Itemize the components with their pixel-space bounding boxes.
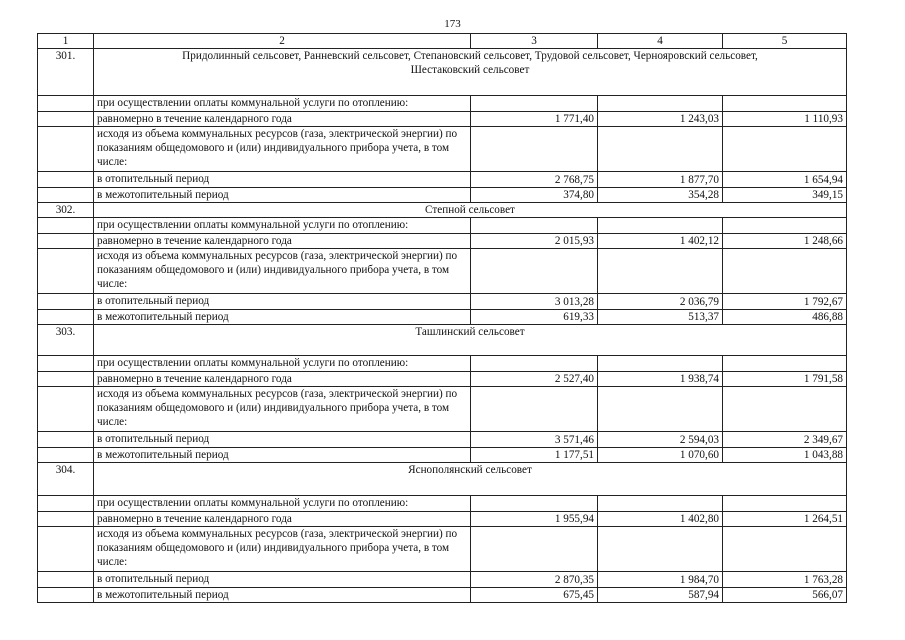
row-label: в межотопительный период — [94, 310, 471, 325]
row-number-cell — [38, 448, 94, 463]
value-cell: 349,15 — [723, 188, 847, 203]
table-row — [38, 432, 847, 448]
row-label: при осуществлении оплаты коммунальной услуги по отоплению: — [94, 496, 471, 512]
row-number-cell — [38, 527, 94, 572]
value-cell — [598, 387, 723, 432]
value-cell: 1 791,58 — [723, 372, 847, 387]
table-row — [38, 310, 847, 325]
column-header: 2 — [94, 34, 471, 49]
row-number-cell — [38, 96, 94, 112]
value-cell: 2 015,93 — [471, 234, 598, 249]
row-label: в отопительный период — [94, 294, 471, 310]
row-label: равномерно в течение календарного года — [94, 512, 471, 527]
table-row — [38, 127, 847, 172]
table-row — [38, 249, 847, 294]
section-title: Яснополянский сельсовет — [94, 463, 847, 496]
row-label: исходя из объема коммунальных ресурсов (газа, электрической энергии) по показаниям общедомового и (или) индивидуального прибора учета, в том числе: — [94, 527, 471, 572]
section-number: 301. — [38, 49, 94, 96]
value-cell: 2 768,75 — [471, 172, 598, 188]
value-cell: 1 264,51 — [723, 512, 847, 527]
row-number-cell — [38, 372, 94, 387]
value-cell — [471, 356, 598, 372]
value-cell — [598, 249, 723, 294]
value-cell — [598, 96, 723, 112]
table-row — [38, 448, 847, 463]
row-number-cell — [38, 387, 94, 432]
value-cell: 1 177,51 — [471, 448, 598, 463]
table-row — [38, 218, 847, 234]
row-number-cell — [38, 310, 94, 325]
value-cell: 2 594,03 — [598, 432, 723, 448]
value-cell: 1 938,74 — [598, 372, 723, 387]
row-label: при осуществлении оплаты коммунальной услуги по отоплению: — [94, 356, 471, 372]
row-label: в межотопительный период — [94, 188, 471, 203]
row-number-cell — [38, 496, 94, 512]
value-cell: 1 955,94 — [471, 512, 598, 527]
row-number-cell — [38, 356, 94, 372]
value-cell — [598, 127, 723, 172]
row-label: равномерно в течение календарного года — [94, 234, 471, 249]
value-cell: 587,94 — [598, 588, 723, 603]
section-title: Придолинный сельсовет, Ранневский сельсовет, Степановский сельсовет, Трудовой сельсовет, Чернояровский сельсовет, Шестаковский сельсовет — [94, 49, 847, 96]
value-cell — [471, 527, 598, 572]
table-row — [38, 387, 847, 432]
value-cell: 1 771,40 — [471, 112, 598, 127]
section-header-row — [38, 203, 847, 218]
value-cell: 675,45 — [471, 588, 598, 603]
row-label: в отопительный период — [94, 572, 471, 588]
value-cell: 1 070,60 — [598, 448, 723, 463]
table-row — [38, 588, 847, 603]
row-number-cell — [38, 112, 94, 127]
value-cell — [723, 218, 847, 234]
value-cell — [471, 218, 598, 234]
value-cell — [471, 127, 598, 172]
row-number-cell — [38, 234, 94, 249]
value-cell: 1 654,94 — [723, 172, 847, 188]
value-cell: 1 984,70 — [598, 572, 723, 588]
table-row — [38, 372, 847, 387]
section-number: 303. — [38, 325, 94, 356]
value-cell: 3 571,46 — [471, 432, 598, 448]
row-label: при осуществлении оплаты коммунальной услуги по отоплению: — [94, 96, 471, 112]
page-number: 173 — [444, 18, 461, 30]
column-header-row — [38, 34, 847, 49]
column-header: 1 — [38, 34, 94, 49]
table-row — [38, 112, 847, 127]
value-cell: 2 036,79 — [598, 294, 723, 310]
value-cell — [598, 218, 723, 234]
row-number-cell — [38, 218, 94, 234]
table-row — [38, 572, 847, 588]
row-label: в отопительный период — [94, 432, 471, 448]
table-row — [38, 294, 847, 310]
value-cell: 1 248,66 — [723, 234, 847, 249]
value-cell: 2 870,35 — [471, 572, 598, 588]
value-cell — [723, 387, 847, 432]
row-number-cell — [38, 432, 94, 448]
section-header-row — [38, 49, 847, 96]
row-label: в отопительный период — [94, 172, 471, 188]
row-label: равномерно в течение календарного года — [94, 112, 471, 127]
table-row — [38, 356, 847, 372]
row-label: исходя из объема коммунальных ресурсов (газа, электрической энергии) по показаниям общедомового и (или) индивидуального прибора учета, в том числе: — [94, 249, 471, 294]
row-label: равномерно в течение календарного года — [94, 372, 471, 387]
row-number-cell — [38, 294, 94, 310]
value-cell: 1 402,12 — [598, 234, 723, 249]
row-number-cell — [38, 512, 94, 527]
column-header: 3 — [471, 34, 598, 49]
value-cell — [471, 96, 598, 112]
value-cell: 374,80 — [471, 188, 598, 203]
value-cell: 619,33 — [471, 310, 598, 325]
value-cell — [723, 127, 847, 172]
column-header: 5 — [723, 34, 847, 49]
value-cell: 354,28 — [598, 188, 723, 203]
row-number-cell — [38, 172, 94, 188]
row-number-cell — [38, 588, 94, 603]
section-title: Ташлинский сельсовет — [94, 325, 847, 356]
value-cell — [723, 527, 847, 572]
row-number-cell — [38, 188, 94, 203]
row-label: исходя из объема коммунальных ресурсов (газа, электрической энергии) по показаниям общедомового и (или) индивидуального прибора учета, в том числе: — [94, 127, 471, 172]
value-cell — [598, 496, 723, 512]
section-header-row — [38, 325, 847, 356]
row-label: исходя из объема коммунальных ресурсов (газа, электрической энергии) по показаниям общедомового и (или) индивидуального прибора учета, в том числе: — [94, 387, 471, 432]
section-header-row — [38, 463, 847, 496]
value-cell — [598, 356, 723, 372]
tariff-table — [37, 33, 847, 603]
row-label: при осуществлении оплаты коммунальной услуги по отоплению: — [94, 218, 471, 234]
column-header: 4 — [598, 34, 723, 49]
row-number-cell — [38, 572, 94, 588]
value-cell: 1 243,03 — [598, 112, 723, 127]
row-number-cell — [38, 127, 94, 172]
row-label: в межотопительный период — [94, 448, 471, 463]
table-row — [38, 234, 847, 249]
value-cell — [723, 496, 847, 512]
row-number-cell — [38, 249, 94, 294]
value-cell — [471, 496, 598, 512]
table-row — [38, 96, 847, 112]
table-row — [38, 512, 847, 527]
row-label: в межотопительный период — [94, 588, 471, 603]
table-row — [38, 188, 847, 203]
value-cell: 1 043,88 — [723, 448, 847, 463]
table-row — [38, 172, 847, 188]
section-number: 302. — [38, 203, 94, 218]
section-title: Степной сельсовет — [94, 203, 847, 218]
value-cell: 2 527,40 — [471, 372, 598, 387]
value-cell: 1 763,28 — [723, 572, 847, 588]
table-row — [38, 496, 847, 512]
table-row — [38, 527, 847, 572]
value-cell: 1 110,93 — [723, 112, 847, 127]
value-cell: 566,07 — [723, 588, 847, 603]
value-cell — [471, 249, 598, 294]
value-cell — [471, 387, 598, 432]
value-cell: 1 877,70 — [598, 172, 723, 188]
value-cell: 1 792,67 — [723, 294, 847, 310]
value-cell — [598, 527, 723, 572]
section-number: 304. — [38, 463, 94, 496]
value-cell: 2 349,67 — [723, 432, 847, 448]
value-cell: 3 013,28 — [471, 294, 598, 310]
value-cell — [723, 249, 847, 294]
value-cell: 513,37 — [598, 310, 723, 325]
value-cell: 1 402,80 — [598, 512, 723, 527]
value-cell: 486,88 — [723, 310, 847, 325]
value-cell — [723, 96, 847, 112]
value-cell — [723, 356, 847, 372]
